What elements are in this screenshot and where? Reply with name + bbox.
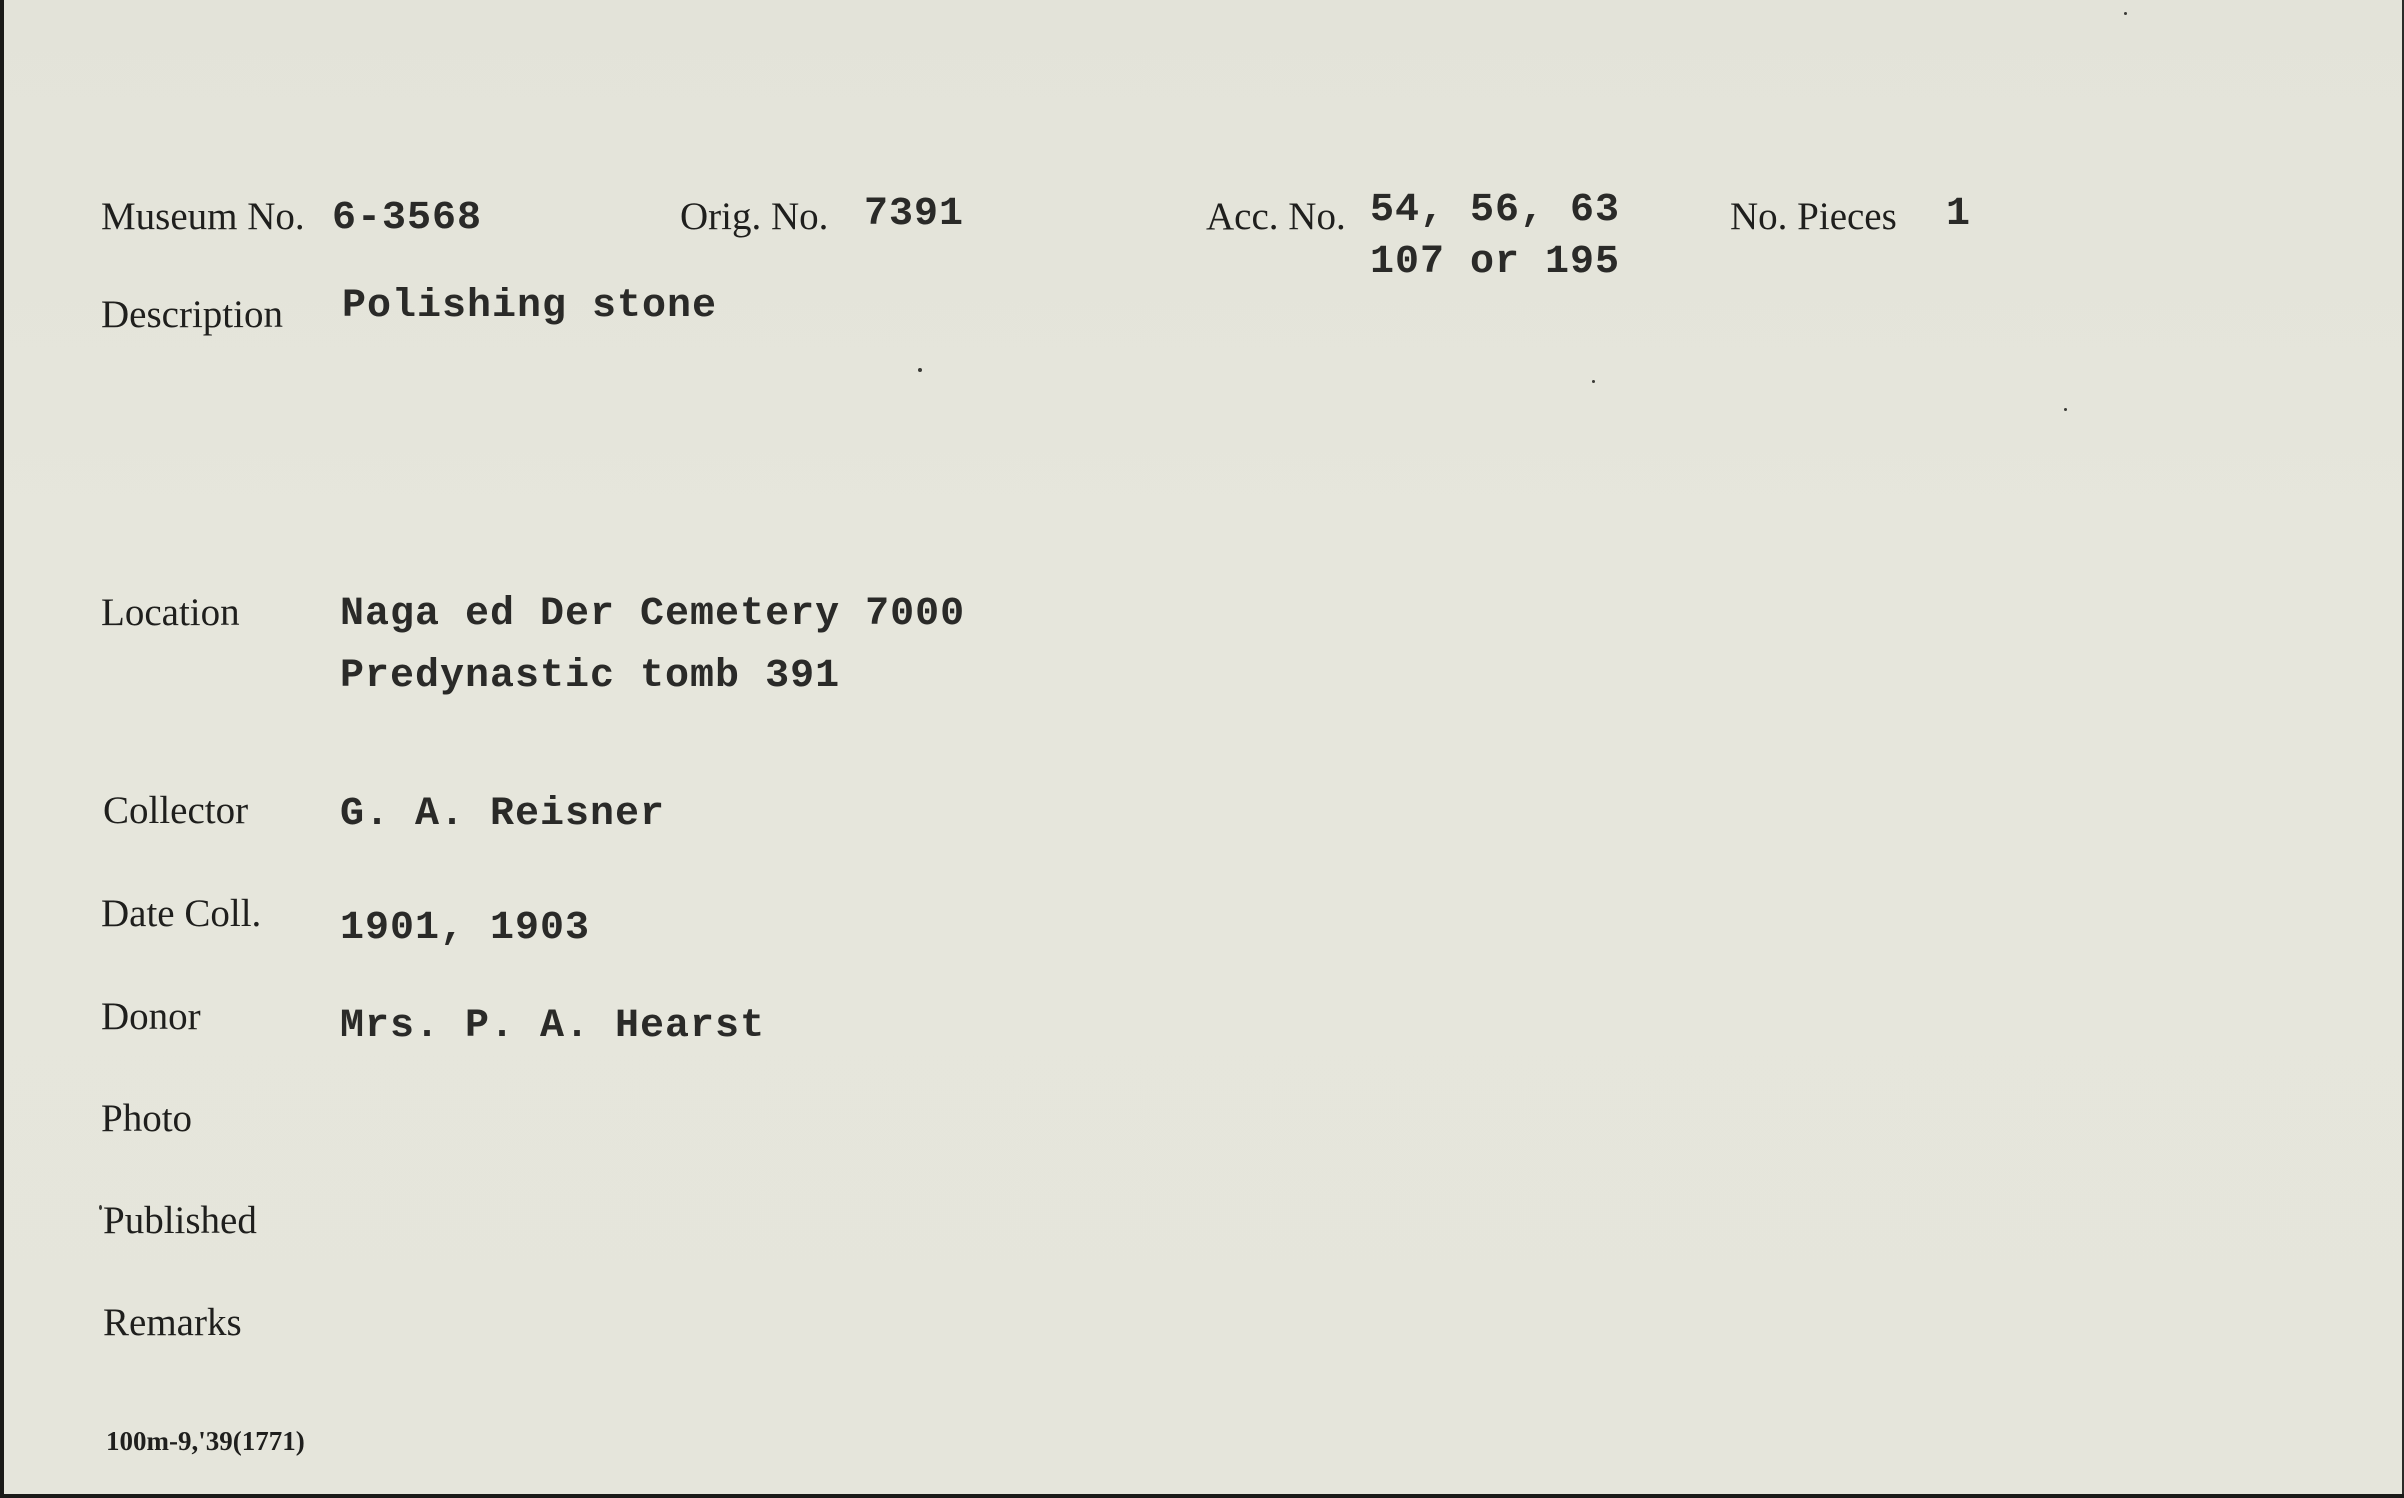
- collector-label: Collector: [103, 789, 249, 832]
- orig-no-label: Orig. No.: [680, 195, 829, 238]
- location-label: Location: [101, 591, 240, 634]
- acc-no-value-line1: 54, 56, 63: [1370, 188, 1621, 233]
- acc-no-label: Acc. No.: [1206, 195, 1346, 238]
- photo-label: Photo: [101, 1097, 193, 1140]
- paper-speck: [1592, 380, 1595, 383]
- location-value-line2: Predynastic tomb 391: [340, 654, 841, 699]
- paper-speck: [2064, 408, 2067, 411]
- museum-no-value: 6-3568: [332, 196, 483, 241]
- collector-value: G. A. Reisner: [340, 792, 666, 837]
- published-label: Published: [103, 1199, 257, 1242]
- museum-no-label: Museum No.: [101, 195, 305, 238]
- paper-speck: [918, 368, 922, 372]
- orig-no-value: 7391: [864, 192, 965, 237]
- description-label: Description: [101, 293, 283, 336]
- acc-no-value-line2: 107 or 195: [1370, 240, 1621, 285]
- donor-value: Mrs. P. A. Hearst: [340, 1004, 766, 1049]
- date-coll-label: Date Coll.: [101, 892, 262, 935]
- description-value: Polishing stone: [342, 284, 718, 329]
- donor-label: Donor: [101, 995, 201, 1038]
- no-pieces-label: No. Pieces: [1730, 195, 1897, 238]
- remarks-label: Remarks: [103, 1301, 242, 1344]
- date-coll-value: 1901, 1903: [340, 906, 591, 951]
- no-pieces-value: 1: [1946, 192, 1972, 237]
- paper-speck: [2124, 12, 2127, 15]
- form-number: 100m-9,'39(1771): [106, 1426, 305, 1456]
- catalog-card: [4, 0, 2404, 1494]
- paper-speck: [99, 1205, 102, 1210]
- location-value-line1: Naga ed Der Cemetery 7000: [340, 592, 966, 637]
